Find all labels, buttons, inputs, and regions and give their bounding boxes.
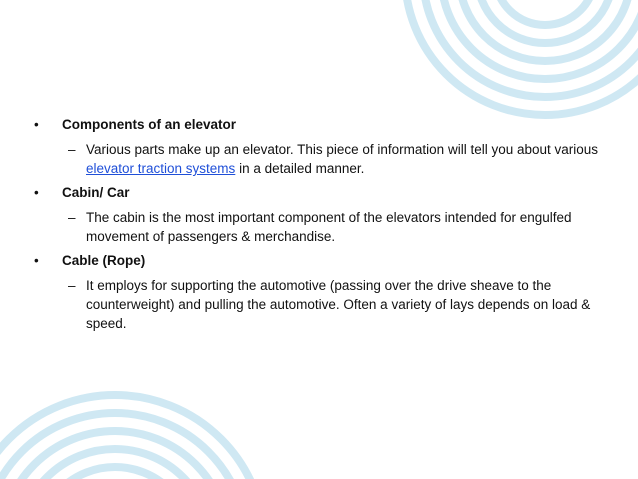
dash-glyph: –	[68, 142, 76, 157]
heading-components: Components of an elevator	[62, 117, 237, 132]
bullet-glyph: •	[34, 253, 39, 268]
heading-cabin: Cabin/ Car	[62, 185, 130, 200]
detail-cabin	[34, 208, 608, 246]
detail-components-text-pre: Various parts make up an elevator. This piece of information will tell you about various	[86, 142, 599, 157]
elevator-traction-systems-link[interactable]: elevator traction systems	[86, 161, 236, 176]
detail-cable-text: It employs for supporting the automotive (passing over the drive sheave to the counterweight) and pulling the automotive. Often a variety of lays depends on load & speed.	[86, 278, 591, 331]
bullet-glyph: •	[34, 117, 39, 132]
detail-cable	[34, 276, 608, 333]
dash-glyph: –	[68, 278, 76, 293]
top-right-arc-1	[495, 0, 595, 25]
dash-glyph: –	[68, 210, 76, 225]
detail-components	[34, 140, 608, 178]
bullet-components	[34, 116, 608, 134]
heading-cable: Cable (Rope)	[62, 253, 146, 268]
bullet-glyph: •	[34, 185, 39, 200]
slide-body	[34, 116, 608, 339]
detail-cabin-text: The cabin is the most important component of the elevators intended for engulfed movement of passengers & merchandise.	[86, 210, 572, 244]
bullet-cabin	[34, 184, 608, 202]
detail-components-text-post: in a detailed manner.	[235, 161, 365, 176]
bullet-cable	[34, 252, 608, 270]
